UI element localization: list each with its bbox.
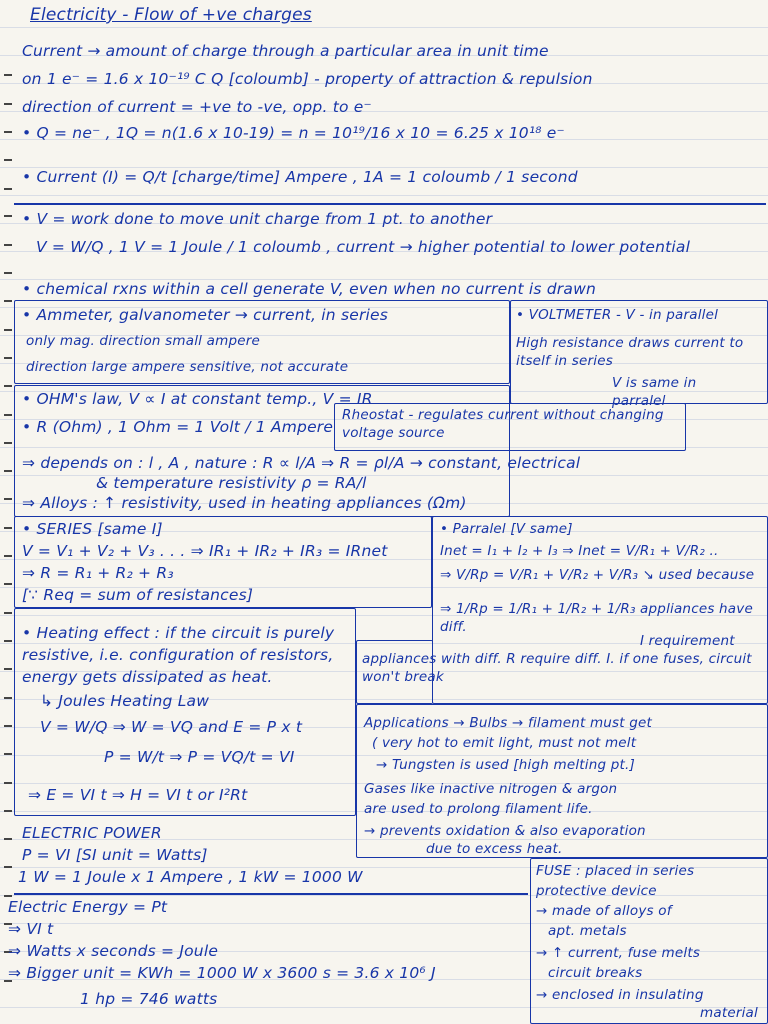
note-line: • SERIES [same I] — [22, 520, 163, 538]
power-divider — [14, 893, 528, 895]
note-line: Inet = I₁ + I₂ + I₃ ⇒ Inet = V/R₁ + V/R₂ .. — [440, 543, 719, 559]
note-line: • V = work done to move unit charge from 1 pt. to another — [22, 210, 493, 228]
note-line: Current → amount of charge through a particular area in unit time — [22, 42, 549, 60]
note-line: are used to prolong filament life. — [364, 801, 593, 817]
margin-tick-marks — [4, 0, 14, 1024]
note-line: • Current (I) = Q/t [charge/time] Ampere , 1A = 1 coloumb / 1 second — [22, 168, 578, 186]
note-line: Gases like inactive nitrogen & argon — [364, 781, 618, 797]
note-line: • Q = ne⁻ , 1Q = n(1.6 x 10-19) = n = 10¹⁹/16 x 10 = 6.25 x 10¹⁸ e⁻ — [22, 124, 565, 142]
note-line: V = V₁ + V₂ + V₃ . . . ⇒ IR₁ + IR₂ + IR₃ = IRnet — [22, 542, 388, 560]
note-line: Electric Energy = Pt — [8, 898, 168, 916]
note-line: ⇒ Alloys : ↑ resistivity, used in heating appliances (Ωm) — [22, 494, 467, 512]
note-line: ⇒ R = R₁ + R₂ + R₃ — [22, 564, 174, 582]
note-line: apt. metals — [548, 923, 627, 939]
note-line: Rheostat - regulates current without changing voltage source — [342, 407, 664, 441]
note-line: 1 hp = 746 watts — [80, 990, 218, 1008]
note-line: → enclosed in insulating — [536, 987, 704, 1003]
note-line: FUSE : placed in series — [536, 863, 695, 879]
note-line: protective device — [536, 883, 657, 899]
note-line: ⇒ depends on : l , A , nature : R ∝ l/A ⇒ R = ρl/A → constant, electrical — [22, 454, 581, 472]
note-line: V = W/Q ⇒ W = VQ and E = P x t — [40, 718, 303, 736]
note-line: V is same in parralel — [612, 375, 697, 409]
note-line: P = VI [SI unit = Watts] — [22, 846, 208, 864]
note-line: material — [700, 1005, 758, 1021]
note-line: resistive, i.e. configuration of resistors, — [22, 646, 334, 664]
note-line: only mag. direction small ampere — [26, 333, 260, 349]
note-line: • Parralel [V same] — [440, 521, 573, 537]
note-line: due to excess heat. — [426, 841, 563, 857]
note-line: • Heating effect : if the circuit is purely — [22, 624, 335, 642]
note-line: P = W/t ⇒ P = VQ/t = VI — [104, 748, 295, 766]
divider — [14, 203, 766, 205]
note-line: → ↑ current, fuse melts — [536, 945, 701, 961]
note-line: • Ammeter, galvanometer → current, in series — [22, 306, 389, 324]
note-line: ↳ Joules Heating Law — [40, 692, 210, 710]
note-line: I requirement — [640, 633, 735, 649]
note-line: direction of current = +ve to -ve, opp. to e⁻ — [22, 98, 372, 116]
note-line: ⇒ VI t — [8, 920, 54, 938]
note-line: ⇒ Bigger unit = KWh = 1000 W x 3600 s = 3.6 x 10⁶ J — [8, 964, 436, 982]
note-line: • chemical rxns within a cell generate V, even when no current is drawn — [22, 280, 596, 298]
note-line: → prevents oxidation & also evaporation — [364, 823, 646, 839]
note-line: → made of alloys of — [536, 903, 672, 919]
note-line: • OHM's law, V ∝ I at constant temp., V = IR — [22, 390, 373, 408]
note-line: High resistance draws current to itself in series — [516, 335, 744, 369]
note-line: direction large ampere sensitive, not accurate — [26, 359, 349, 375]
note-line: ⇒ E = VI t ⇒ H = VI t or I²Rt — [28, 786, 248, 804]
note-line: 1 W = 1 Joule x 1 Ampere , 1 kW = 1000 W — [18, 868, 363, 886]
heading-electric-power: ELECTRIC POWER — [22, 824, 162, 842]
note-line: V = W/Q , 1 V = 1 Joule / 1 coloumb , current → higher potential to lower potential — [36, 238, 691, 256]
note-line: appliances with diff. R require diff. I. if one fuses, circuit won't break — [362, 651, 752, 685]
note-line: circuit breaks — [548, 965, 643, 981]
note-line: ⇒ V/Rp = V/R₁ + V/R₂ + V/R₃ ↘ used because — [440, 567, 755, 583]
note-line: & temperature resistivity ρ = RA/l — [96, 474, 367, 492]
note-line: • R (Ohm) , 1 Ohm = 1 Volt / 1 Ampere — [22, 418, 334, 436]
note-line: ⇒ 1/Rp = 1/R₁ + 1/R₂ + 1/R₃ appliances have diff. — [440, 601, 753, 635]
note-line: energy gets dissipated as heat. — [22, 668, 273, 686]
note-line: Applications → Bulbs → filament must get — [364, 715, 653, 731]
note-line: ( very hot to emit light, must not melt — [372, 735, 637, 751]
note-line: → Tungsten is used [high melting pt.] — [376, 757, 635, 773]
note-line: • VOLTMETER - V - in parallel — [516, 307, 719, 323]
note-line: [∵ Req = sum of resistances] — [22, 586, 254, 604]
heading-electricity: Electricity - Flow of +ve charges — [30, 5, 312, 25]
note-line: ⇒ Watts x seconds = Joule — [8, 942, 219, 960]
note-line: on 1 e⁻ = 1.6 x 10⁻¹⁹ C Q [coloumb] - property of attraction & repulsion — [22, 70, 593, 88]
